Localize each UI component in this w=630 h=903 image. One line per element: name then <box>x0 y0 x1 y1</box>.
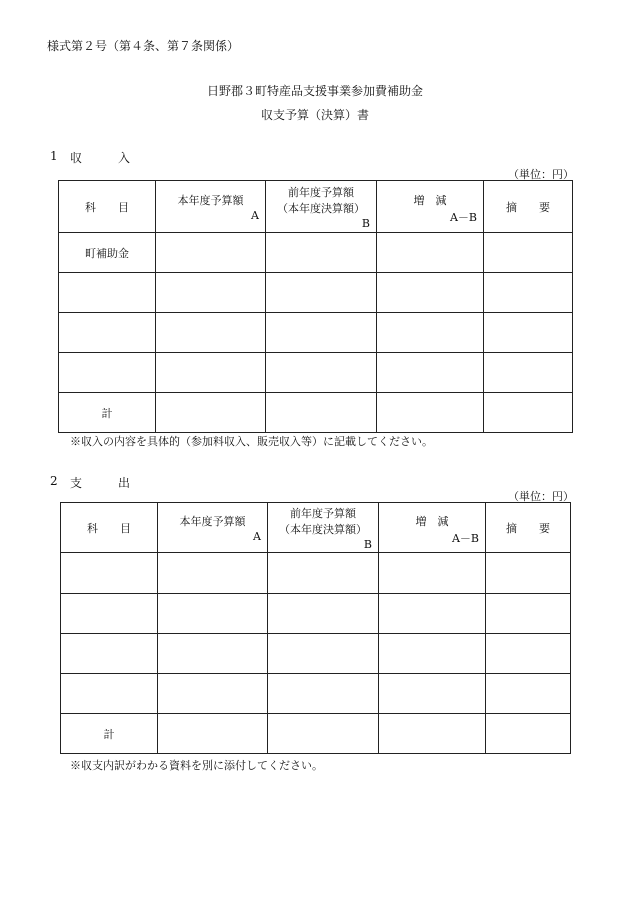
expense-section-number: 2 <box>50 474 58 488</box>
expense-section-title: 支 出 <box>70 476 131 490</box>
income-header-diff <box>377 181 484 233</box>
expense-unit-label: （単位：円） <box>508 490 574 503</box>
expense-subject-cell <box>61 594 158 634</box>
income-note: ※収入の内容を具体的（参加料収入、販売収入等）に記載してください。 <box>70 435 433 448</box>
income-header-current-label: 本年度予算額 <box>177 194 244 207</box>
expense-header-previous <box>268 503 379 553</box>
table-row <box>61 553 571 594</box>
income-section-number: 1 <box>50 149 58 163</box>
table-row <box>59 353 573 393</box>
table-row <box>59 313 573 353</box>
expense-summary-cell <box>486 714 571 754</box>
income-diff-cell <box>377 393 484 433</box>
income-diff-cell <box>377 353 484 393</box>
income-previous-cell <box>266 273 377 313</box>
expense-diff-cell <box>379 674 486 714</box>
income-subject-cell <box>59 313 156 353</box>
expense-header-current <box>158 503 268 553</box>
income-header-subject: 科 目 <box>59 181 156 233</box>
income-previous-cell <box>266 393 377 433</box>
page-title: 日野郡３町特産品支援事業参加費補助金 <box>206 84 423 98</box>
income-header-row <box>59 181 573 233</box>
income-table <box>58 180 573 433</box>
income-diff-cell <box>377 313 484 353</box>
income-diff-cell <box>377 233 484 273</box>
table-row <box>59 273 573 313</box>
income-header-current-mark: A <box>251 209 259 222</box>
income-header-previous <box>266 181 377 233</box>
expense-previous-cell <box>268 714 379 754</box>
expense-diff-cell <box>379 553 486 594</box>
expense-subject-cell <box>61 674 158 714</box>
expense-header-diff-mark: A－B <box>451 532 479 545</box>
income-previous-cell <box>266 313 377 353</box>
income-header-summary: 摘 要 <box>484 181 573 233</box>
expense-summary-cell <box>486 553 571 594</box>
page-subtitle: 収支予算（決算）書 <box>260 108 369 122</box>
income-previous-cell <box>266 233 377 273</box>
expense-current-cell <box>158 553 268 594</box>
expense-subject-cell <box>61 634 158 674</box>
table-row <box>59 233 573 273</box>
expense-table <box>60 502 571 754</box>
expense-previous-cell <box>268 634 379 674</box>
income-current-cell <box>156 353 266 393</box>
income-total-row <box>59 393 573 433</box>
expense-diff-cell <box>379 594 486 634</box>
expense-previous-cell <box>268 674 379 714</box>
income-subject-cell <box>59 353 156 393</box>
income-unit-label: （単位：円） <box>508 168 574 181</box>
income-summary-cell <box>484 353 573 393</box>
table-row <box>61 634 571 674</box>
income-current-cell <box>156 313 266 353</box>
income-summary-cell <box>484 313 573 353</box>
expense-header-summary: 摘 要 <box>486 503 571 553</box>
expense-header-previous-label: 前年度予算額 <box>290 507 356 520</box>
form-number: 様式第２号（第４条、第７条関係） <box>47 39 240 53</box>
income-subject-cell <box>59 273 156 313</box>
expense-total-row <box>61 714 571 754</box>
income-previous-cell <box>266 353 377 393</box>
income-current-cell <box>156 273 266 313</box>
expense-current-cell <box>158 714 268 754</box>
income-diff-cell <box>377 273 484 313</box>
income-current-cell <box>156 233 266 273</box>
expense-current-cell <box>158 634 268 674</box>
income-summary-cell <box>484 273 573 313</box>
expense-header-diff-label: 増 減 <box>415 515 449 528</box>
expense-header-row <box>61 503 571 553</box>
income-summary-cell <box>484 233 573 273</box>
expense-header-current-label: 本年度予算額 <box>179 515 246 528</box>
income-subject-cell: 町補助金 <box>59 233 156 273</box>
expense-diff-cell <box>379 714 486 754</box>
expense-summary-cell <box>486 674 571 714</box>
expense-header-current-mark: A <box>253 530 261 543</box>
expense-header-previous-mark: B <box>363 538 372 551</box>
expense-subject-cell <box>61 553 158 594</box>
income-header-diff-label: 増 減 <box>413 194 447 207</box>
expense-current-cell <box>158 674 268 714</box>
expense-current-cell <box>158 594 268 634</box>
expense-header-previous-label2: （本年度決算額） <box>279 523 367 536</box>
expense-previous-cell <box>268 594 379 634</box>
expense-note: ※収支内訳がわかる資料を別に添付してください。 <box>70 759 323 772</box>
income-summary-cell <box>484 393 573 433</box>
income-total-label: 計 <box>59 393 156 433</box>
income-section-title: 収 入 <box>70 151 131 165</box>
income-header-previous-label2: （本年度決算額） <box>277 202 365 215</box>
expense-diff-cell <box>379 634 486 674</box>
expense-header-diff <box>379 503 486 553</box>
expense-header-subject: 科 目 <box>61 503 158 553</box>
expense-summary-cell <box>486 594 571 634</box>
table-row <box>61 674 571 714</box>
income-header-previous-label: 前年度予算額 <box>288 186 354 199</box>
income-header-diff-mark: A－B <box>449 211 477 224</box>
income-header-previous-mark: B <box>361 217 370 230</box>
expense-summary-cell <box>486 634 571 674</box>
income-current-cell <box>156 393 266 433</box>
expense-total-label: 計 <box>61 714 158 754</box>
income-header-current <box>156 181 266 233</box>
expense-previous-cell <box>268 553 379 594</box>
table-row <box>61 594 571 634</box>
